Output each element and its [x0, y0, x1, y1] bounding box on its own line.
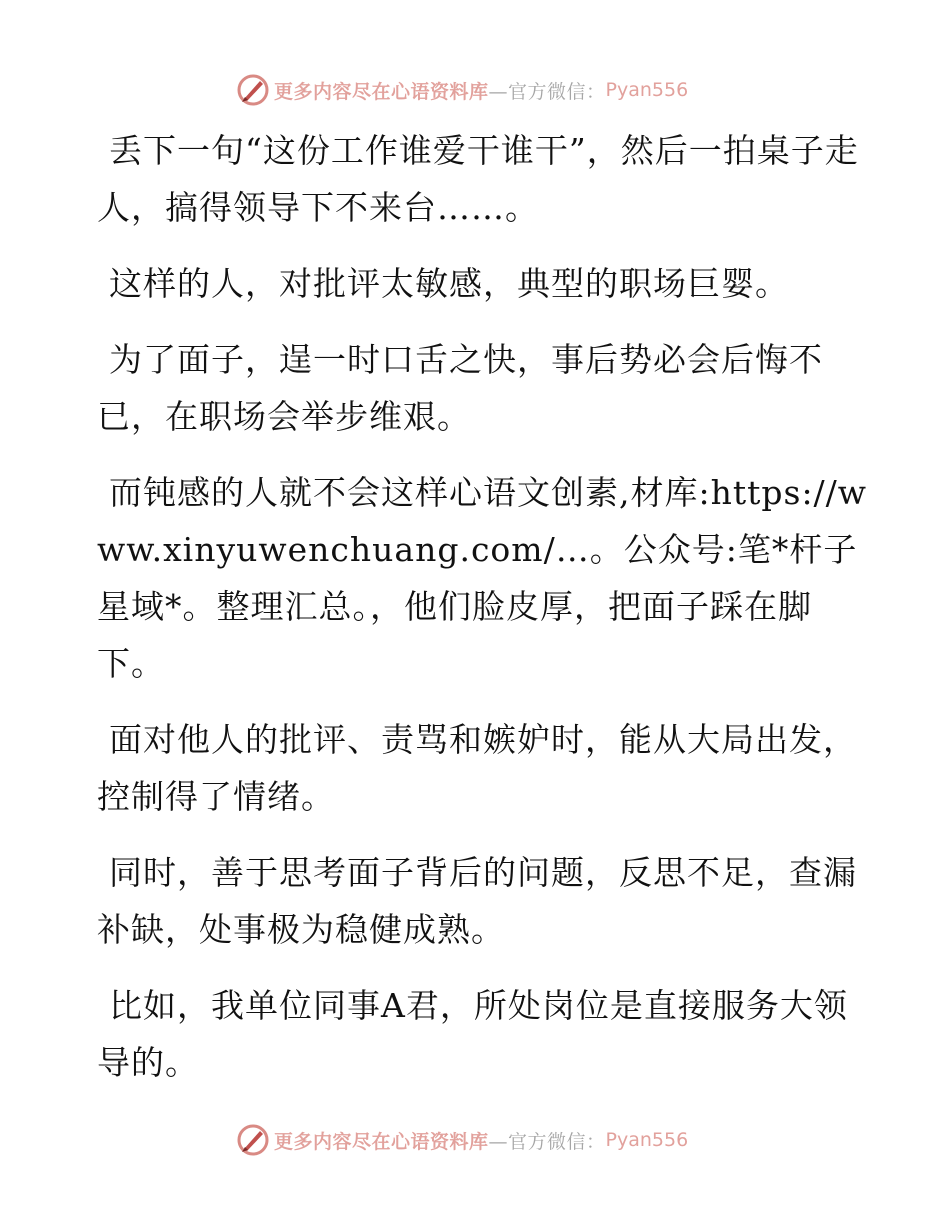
- quill-pen-logo-icon: [236, 73, 270, 107]
- header-banner: [236, 72, 688, 108]
- banner-wechat-id: Pyan556: [605, 79, 689, 101]
- document-body: [97, 122, 877, 1110]
- banner-secondary-text: —官方微信：: [488, 80, 606, 103]
- paragraph: 同时，善于思考面子背后的问题，反思不足，查漏补缺，处事极为稳健成熟。: [97, 853, 857, 949]
- paragraph: 面对他人的批评、责骂和嫉妒时，能从大局出发，控制得了情绪。: [97, 720, 857, 816]
- paragraph: 比如，我单位同事A君，所处岗位是直接服务大领导的。: [97, 986, 848, 1082]
- banner-primary-text: 更多内容尽在心语资料库: [274, 1130, 489, 1153]
- banner-primary-text: 更多内容尽在心语资料库: [274, 80, 489, 103]
- paragraph: 这样的人，对批评太敏感，典型的职场巨婴。: [109, 264, 789, 303]
- banner-wechat-id: Pyan556: [605, 1129, 689, 1151]
- footer-banner: [236, 1122, 688, 1158]
- paragraph: 丢下一句“这份工作谁爱干谁干”，然后一拍桌子走人，搞得领导下不来台……。: [97, 131, 859, 227]
- banner-secondary-text: —官方微信：: [488, 1130, 606, 1153]
- paragraph: 而钝感的人就不会这样心语文创素,材库:https://www.xinyuwenchuang.com/…。公众号:笔*杆子星域*。整理汇总。，他们脸皮厚，把面子踩在脚下。: [97, 473, 868, 683]
- quill-pen-logo-icon: [236, 1123, 270, 1157]
- paragraph: 为了面子，逞一时口舌之快，事后势必会后悔不已，在职场会举步维艰。: [97, 340, 823, 436]
